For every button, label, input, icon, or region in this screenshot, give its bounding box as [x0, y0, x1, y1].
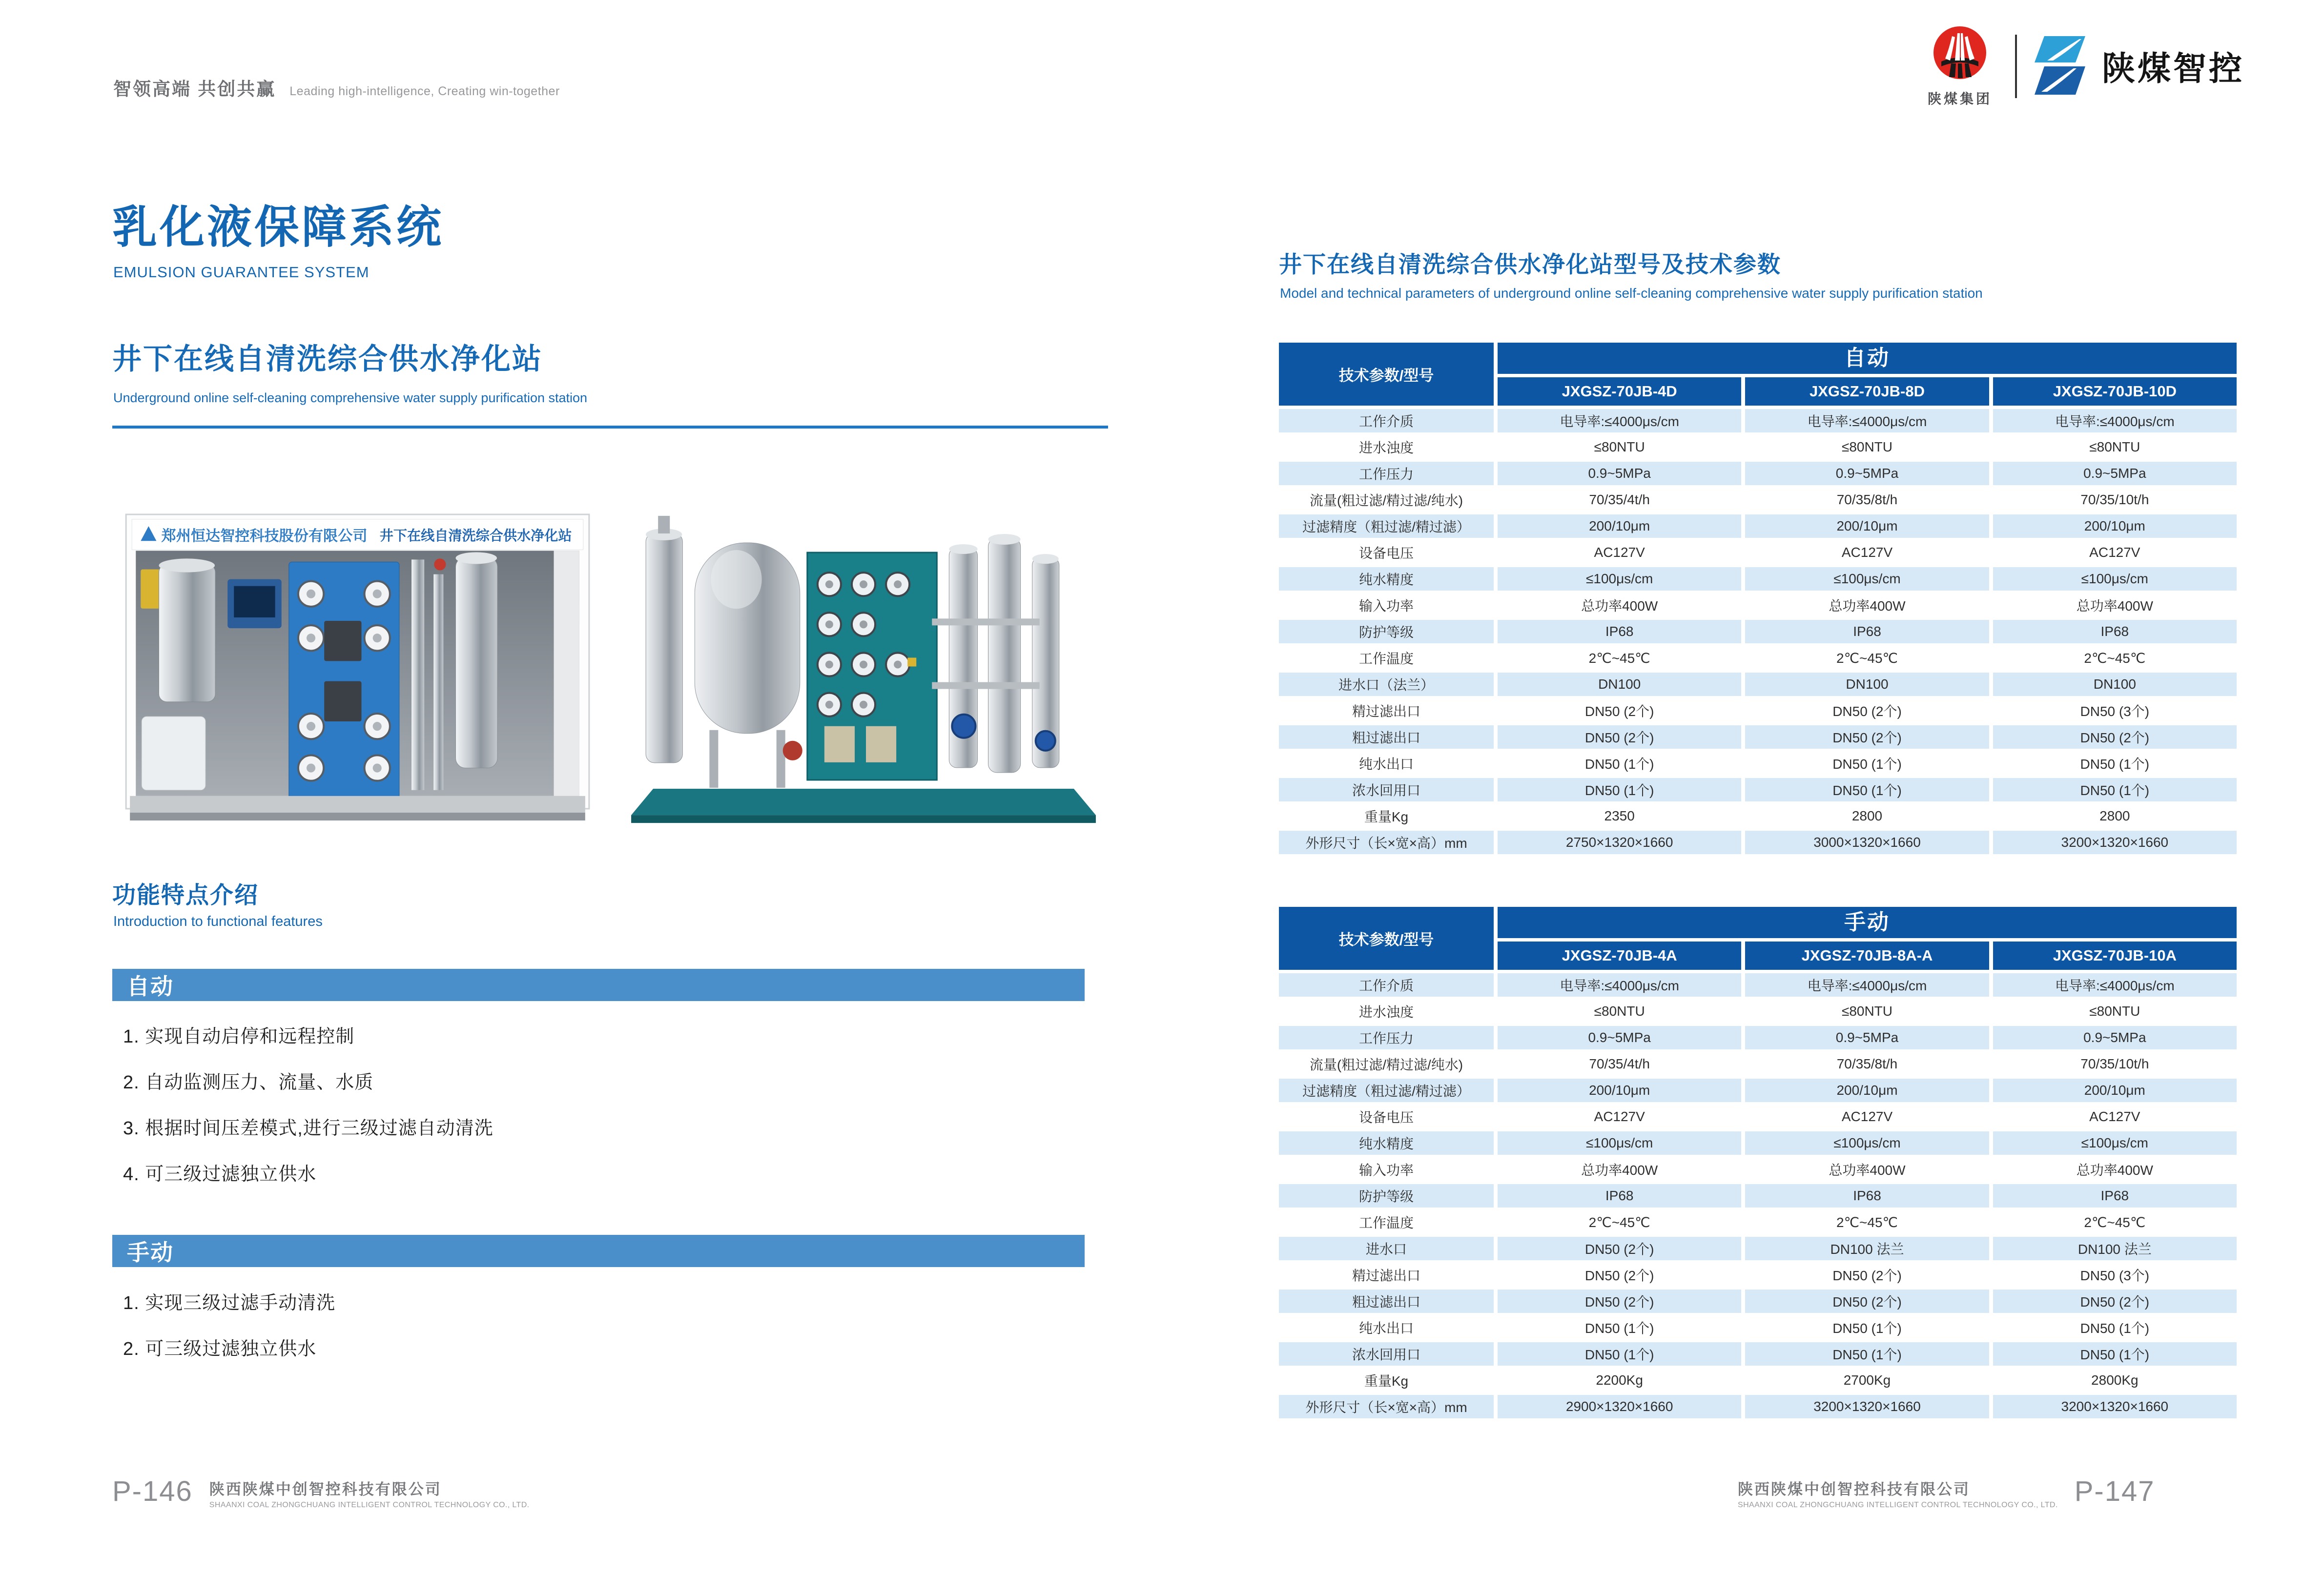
param-value-cell: 总功率400W [1993, 594, 2237, 617]
param-label-cell: 粗过滤出口 [1279, 725, 1494, 749]
auto-mode-banner: 自动 [112, 969, 1085, 1001]
table-row [1279, 1316, 2237, 1339]
param-value-cell: DN50 (2个) [1498, 725, 1741, 749]
section-title-en: Underground online self-cleaning comprehensive water supply purification station [113, 390, 588, 405]
param-value-cell: 2℃~45℃ [1498, 1210, 1741, 1234]
param-value-cell: DN50 (1个) [1498, 778, 1741, 801]
param-label-cell: 精过滤出口 [1279, 699, 1494, 722]
param-value-cell: 2800Kg [1993, 1369, 2237, 1392]
photo1-gauge-panel [289, 562, 399, 799]
param-label-cell: 浓水回用口 [1279, 1342, 1494, 1366]
param-label-cell: 进水口（法兰） [1279, 673, 1494, 696]
table-header-right [1498, 343, 2237, 406]
param-value-cell: ≤100μs/cm [1498, 567, 1741, 591]
param-value-cell: DN50 (2个) [1498, 1290, 1741, 1313]
param-value-cell: 2700Kg [1745, 1369, 1989, 1392]
param-value-cell: 3200×1320×1660 [1745, 1395, 1989, 1418]
param-value-cell: 200/10μm [1993, 514, 2237, 538]
feature-item: 1. 实现自动启停和远程控制 [123, 1026, 355, 1047]
left-page-number: P-146 [112, 1475, 193, 1507]
param-value-cell: 2℃~45℃ [1745, 646, 1989, 670]
table-row [1279, 462, 2237, 485]
param-label-cell: 工作压力 [1279, 462, 1494, 485]
table-row [1279, 1290, 2237, 1313]
param-value-cell: 0.9~5MPa [1993, 1026, 2237, 1049]
param-label-cell: 浓水回用口 [1279, 778, 1494, 801]
parameters-title-en: Model and technical parameters of underground online self-cleaning comprehensive water supply purification station [1280, 286, 1983, 301]
section-title: 井下在线自清洗综合供水净化站 [112, 343, 543, 375]
param-value-cell: 电导率:≤4000μs/cm [1498, 409, 1741, 432]
param-value-cell: 电导率:≤4000μs/cm [1745, 973, 1989, 997]
table-row [1279, 699, 2237, 722]
table-row [1279, 1184, 2237, 1208]
table-row [1279, 1026, 2237, 1049]
model-header-cell: JXGSZ-70JB-4A [1498, 942, 1741, 970]
param-value-cell: IP68 [1993, 620, 2237, 643]
group-logo-text: 陕煤集团 [1927, 91, 1992, 106]
left-footer-company-zh: 陕西陕煤中创智控科技有限公司 [209, 1481, 442, 1498]
param-label-cell: 纯水出口 [1279, 1316, 1494, 1339]
param-value-cell: 70/35/4t/h [1498, 488, 1741, 512]
tagline-zh: 智领高端 共创共赢 [113, 79, 276, 99]
param-label-cell: 进水口 [1279, 1237, 1494, 1260]
param-value-cell: 总功率400W [1993, 1158, 2237, 1181]
param-value-cell: AC127V [1745, 1105, 1989, 1128]
table-row [1279, 1263, 2237, 1287]
table-row [1279, 1000, 2237, 1023]
param-label-cell: 设备电压 [1279, 1105, 1494, 1128]
table-row [1279, 541, 2237, 564]
auto-station-image [112, 495, 603, 840]
param-value-cell: 总功率400W [1498, 1158, 1741, 1181]
model-header-cell: JXGSZ-70JB-8D [1745, 377, 1989, 406]
table-row [1279, 1131, 2237, 1155]
photo1-control-monitor [227, 579, 282, 629]
param-value-cell: DN50 (1个) [1745, 752, 1989, 775]
param-label-cell: 纯水精度 [1279, 1131, 1494, 1155]
param-value-cell: DN50 (3个) [1993, 699, 2237, 722]
feature-item: 4. 可三级过滤独立供水 [123, 1164, 317, 1185]
param-value-cell: DN50 (1个) [1498, 1316, 1741, 1339]
model-header-cell: JXGSZ-70JB-4D [1498, 377, 1741, 406]
param-value-cell: IP68 [1498, 1184, 1741, 1208]
param-value-cell: 2900×1320×1660 [1498, 1395, 1741, 1418]
param-label-cell: 进水浊度 [1279, 1000, 1494, 1023]
param-value-cell: DN50 (1个) [1745, 778, 1989, 801]
table-row [1279, 620, 2237, 643]
param-label-cell: 流量(粗过滤/精过滤/纯水) [1279, 488, 1494, 512]
param-value-cell: ≤80NTU [1993, 1000, 2237, 1023]
table-row [1279, 673, 2237, 696]
param-value-cell: DN50 (1个) [1993, 752, 2237, 775]
right-footer-company-en: SHAANXI COAL ZHONGCHUANG INTELLIGENT CONTROL TECHNOLOGY CO., LTD. [1738, 1501, 2058, 1509]
table-row [1279, 1210, 2237, 1234]
table-row [1279, 409, 2237, 432]
table-header [1279, 343, 2237, 406]
feature-item: 1. 实现三级过滤手动清洗 [123, 1293, 336, 1313]
param-label-cell: 粗过滤出口 [1279, 1290, 1494, 1313]
table-row [1279, 1105, 2237, 1128]
table-header-right [1498, 907, 2237, 970]
manual-mode-banner: 手动 [112, 1235, 1085, 1267]
param-value-cell: IP68 [1745, 1184, 1989, 1208]
table-row [1279, 594, 2237, 617]
param-value-cell: DN100 法兰 [1745, 1237, 1989, 1260]
param-value-cell: 2800 [1993, 804, 2237, 828]
param-value-cell: 电导率:≤4000μs/cm [1498, 973, 1741, 997]
param-value-cell: AC127V [1993, 541, 2237, 564]
header-logos [1918, 24, 2244, 108]
param-value-cell: DN50 (2个) [1498, 1263, 1741, 1287]
param-value-cell: 200/10μm [1993, 1079, 2237, 1102]
param-value-cell: 0.9~5MPa [1993, 462, 2237, 485]
table-row [1279, 1369, 2237, 1392]
param-value-cell: 70/35/8t/h [1745, 488, 1989, 512]
param-value-cell: DN50 (1个) [1993, 1342, 2237, 1366]
param-label-cell: 纯水出口 [1279, 752, 1494, 775]
param-value-cell: 总功率400W [1498, 594, 1741, 617]
param-value-cell: AC127V [1498, 541, 1741, 564]
param-value-cell: DN50 (1个) [1745, 1316, 1989, 1339]
table-group-label: 手动 [1498, 907, 2237, 938]
param-value-cell: DN50 (3个) [1993, 1263, 2237, 1287]
param-value-cell: ≤100μs/cm [1993, 1131, 2237, 1155]
table-group-label: 自动 [1498, 343, 2237, 374]
manual-station-image [619, 495, 1108, 840]
param-value-cell: 电导率:≤4000μs/cm [1745, 409, 1989, 432]
left-footer-company-en: SHAANXI COAL ZHONGCHUANG INTELLIGENT CONTROL TECHNOLOGY CO., LTD. [209, 1501, 530, 1509]
right-page-number: P-147 [2074, 1475, 2155, 1507]
param-label-cell: 过滤精度（粗过滤/精过滤） [1279, 514, 1494, 538]
param-value-cell: 2750×1320×1660 [1498, 831, 1741, 854]
table-row [1279, 514, 2237, 538]
param-value-cell: 200/10μm [1498, 1079, 1741, 1102]
table-row [1279, 725, 2237, 749]
photo2-skid-base [631, 789, 1096, 815]
table-model-row [1498, 377, 2237, 406]
param-value-cell: DN100 法兰 [1993, 1237, 2237, 1260]
feature-item: 2. 自动监测压力、流量、水质 [123, 1072, 374, 1093]
photo1-white-bin [142, 717, 206, 790]
table-row [1279, 1158, 2237, 1181]
param-value-cell: ≤80NTU [1993, 435, 2237, 459]
product-photo-manual-station [619, 495, 1108, 842]
left-footer-company [209, 1477, 530, 1510]
param-value-cell: 0.9~5MPa [1498, 1026, 1741, 1049]
page-title-en: EMULSION GUARANTEE SYSTEM [113, 264, 370, 281]
param-value-cell: DN50 (2个) [1498, 699, 1741, 722]
photo1-title-label: 井下在线自清洗综合供水净化站 [379, 528, 572, 544]
param-label-cell: 输入功率 [1279, 1158, 1494, 1181]
param-value-cell: 2800 [1745, 804, 1989, 828]
table-row [1279, 646, 2237, 670]
param-value-cell: DN50 (2个) [1745, 725, 1989, 749]
coal-group-logo-icon [1931, 24, 1989, 83]
param-value-cell: DN50 (2个) [1745, 1263, 1989, 1287]
feature-item: 3. 根据时间压差模式,进行三级过滤自动清洗 [123, 1118, 494, 1139]
param-value-cell: 3200×1320×1660 [1993, 831, 2237, 854]
param-value-cell: 2℃~45℃ [1498, 646, 1741, 670]
parameters-title: 井下在线自清洗综合供水净化站型号及技术参数 [1279, 251, 1781, 277]
right-page-footer [1738, 1475, 2155, 1510]
table-header [1279, 907, 2237, 970]
features-heading: 功能特点介绍 [112, 882, 259, 908]
table-row [1279, 1079, 2237, 1102]
table-row [1279, 1395, 2237, 1418]
tagline-en: Leading high-intelligence, Creating win-together [289, 84, 560, 98]
param-value-cell: DN50 (2个) [1745, 1290, 1989, 1313]
table-row [1279, 778, 2237, 801]
param-value-cell: DN100 [1993, 673, 2237, 696]
param-label-cell: 纯水精度 [1279, 567, 1494, 591]
param-label-cell: 精过滤出口 [1279, 1263, 1494, 1287]
logo-divider [2015, 35, 2017, 98]
photo2-pressure-tank [695, 543, 802, 788]
param-label-cell: 工作压力 [1279, 1026, 1494, 1049]
param-value-cell: 70/35/4t/h [1498, 1052, 1741, 1076]
param-label-cell: 过滤精度（粗过滤/精过滤） [1279, 1079, 1494, 1102]
param-value-cell: ≤80NTU [1498, 435, 1741, 459]
param-value-cell: ≤100μs/cm [1993, 567, 2237, 591]
table-row [1279, 567, 2237, 591]
param-value-cell: ≤100μs/cm [1745, 567, 1989, 591]
model-header-cell: JXGSZ-70JB-10A [1993, 942, 2237, 970]
section-divider [112, 426, 1108, 429]
param-value-cell: DN50 (1个) [1498, 752, 1741, 775]
auto-feature-list [123, 1021, 1075, 1205]
param-label-cell: 工作温度 [1279, 646, 1494, 670]
page-title: 乳化液保障系统 [112, 203, 444, 252]
param-value-cell: 200/10μm [1745, 514, 1989, 538]
product-photo-auto-station [112, 495, 603, 842]
param-value-cell: DN100 [1498, 673, 1741, 696]
param-label-cell: 工作介质 [1279, 973, 1494, 997]
param-value-cell: 2200Kg [1498, 1369, 1741, 1392]
photo1-filter-cylinder [456, 552, 497, 768]
param-label-cell: 进水浊度 [1279, 435, 1494, 459]
param-value-cell: 70/35/8t/h [1745, 1052, 1989, 1076]
param-value-cell: 2℃~45℃ [1993, 1210, 2237, 1234]
photo2-left-cylinder [646, 516, 682, 763]
table-row [1279, 752, 2237, 775]
param-label-cell: 重量Kg [1279, 1369, 1494, 1392]
param-value-cell: ≤80NTU [1745, 435, 1989, 459]
photo1-company-label: 郑州恒达智控科技股份有限公司 [161, 528, 368, 545]
table-model-row [1498, 942, 2237, 970]
param-value-cell: 0.9~5MPa [1498, 462, 1741, 485]
auto-parameters-table [1279, 343, 2237, 857]
param-value-cell: 2℃~45℃ [1745, 1210, 1989, 1234]
table-row [1279, 804, 2237, 828]
photo2-gauge-panel [807, 553, 937, 780]
param-value-cell: IP68 [1498, 620, 1741, 643]
param-value-cell: ≤100μs/cm [1745, 1131, 1989, 1155]
param-value-cell: 2350 [1498, 804, 1741, 828]
param-value-cell: AC127V [1993, 1105, 2237, 1128]
header-tagline [113, 74, 560, 101]
right-footer-company-zh: 陕西陕煤中创智控科技有限公司 [1738, 1481, 1970, 1498]
manual-feature-list [123, 1288, 1075, 1379]
param-value-cell: DN50 (1个) [1745, 1342, 1989, 1366]
param-value-cell: 200/10μm [1498, 514, 1741, 538]
left-page-footer [112, 1475, 546, 1510]
param-label-cell: 防护等级 [1279, 1184, 1494, 1208]
param-value-cell: 0.9~5MPa [1745, 1026, 1989, 1049]
param-label-cell: 流量(粗过滤/精过滤/纯水) [1279, 1052, 1494, 1076]
table-row [1279, 1342, 2237, 1366]
group-logo [1918, 24, 2001, 108]
param-label-cell: 重量Kg [1279, 804, 1494, 828]
table-row [1279, 973, 2237, 997]
brand-logo [2031, 32, 2244, 101]
table-row [1279, 488, 2237, 512]
table-row [1279, 1052, 2237, 1076]
brand-logo-icon [2031, 32, 2089, 101]
param-value-cell: ≤100μs/cm [1498, 1131, 1741, 1155]
param-value-cell: 2℃~45℃ [1993, 646, 2237, 670]
param-label-cell: 输入功率 [1279, 594, 1494, 617]
param-value-cell: 3200×1320×1660 [1993, 1395, 2237, 1418]
right-footer-company [1738, 1477, 2058, 1510]
param-label-cell: 外形尺寸（长×宽×高）mm [1279, 831, 1494, 854]
photo2-filter-cylinders [932, 534, 1059, 773]
param-label-cell: 工作介质 [1279, 409, 1494, 432]
model-header-cell: JXGSZ-70JB-8A-A [1745, 942, 1989, 970]
param-value-cell: ≤80NTU [1498, 1000, 1741, 1023]
param-label-cell: 外形尺寸（长×宽×高）mm [1279, 1395, 1494, 1418]
model-header-cell: JXGSZ-70JB-10D [1993, 377, 2237, 406]
table-corner-label: 技术参数/型号 [1279, 907, 1494, 970]
param-label-cell: 工作温度 [1279, 1210, 1494, 1234]
param-value-cell: DN50 (2个) [1993, 725, 2237, 749]
param-value-cell: DN50 (1个) [1993, 778, 2237, 801]
param-value-cell: 200/10μm [1745, 1079, 1989, 1102]
param-value-cell: 电导率:≤4000μs/cm [1993, 409, 2237, 432]
brand-logo-text: 陕煤智控 [2102, 50, 2245, 87]
param-value-cell: 3000×1320×1660 [1745, 831, 1989, 854]
param-value-cell: 70/35/10t/h [1993, 1052, 2237, 1076]
param-value-cell: DN50 (1个) [1498, 1342, 1741, 1366]
param-value-cell: DN50 (1个) [1993, 1316, 2237, 1339]
manual-parameters-table [1279, 907, 2237, 1421]
param-label-cell: 防护等级 [1279, 620, 1494, 643]
param-value-cell: AC127V [1498, 1105, 1741, 1128]
param-value-cell: DN50 (2个) [1993, 1290, 2237, 1313]
param-value-cell: IP68 [1745, 620, 1989, 643]
table-row [1279, 1237, 2237, 1260]
photo1-silver-tank [159, 558, 215, 701]
param-value-cell: AC127V [1745, 541, 1989, 564]
table-corner-label: 技术参数/型号 [1279, 343, 1494, 406]
feature-item: 2. 可三级过滤独立供水 [123, 1339, 317, 1359]
param-value-cell: DN100 [1745, 673, 1989, 696]
param-value-cell: IP68 [1993, 1184, 2237, 1208]
table-row [1279, 435, 2237, 459]
param-value-cell: 总功率400W [1745, 1158, 1989, 1181]
param-value-cell: DN50 (2个) [1745, 699, 1989, 722]
param-value-cell: ≤80NTU [1745, 1000, 1989, 1023]
features-heading-en: Introduction to functional features [113, 914, 323, 929]
param-value-cell: 0.9~5MPa [1745, 462, 1989, 485]
param-label-cell: 设备电压 [1279, 541, 1494, 564]
param-value-cell: 70/35/10t/h [1993, 488, 2237, 512]
param-value-cell: 总功率400W [1745, 594, 1989, 617]
param-value-cell: DN50 (2个) [1498, 1237, 1741, 1260]
table-row [1279, 831, 2237, 854]
param-value-cell: 电导率:≤4000μs/cm [1993, 973, 2237, 997]
